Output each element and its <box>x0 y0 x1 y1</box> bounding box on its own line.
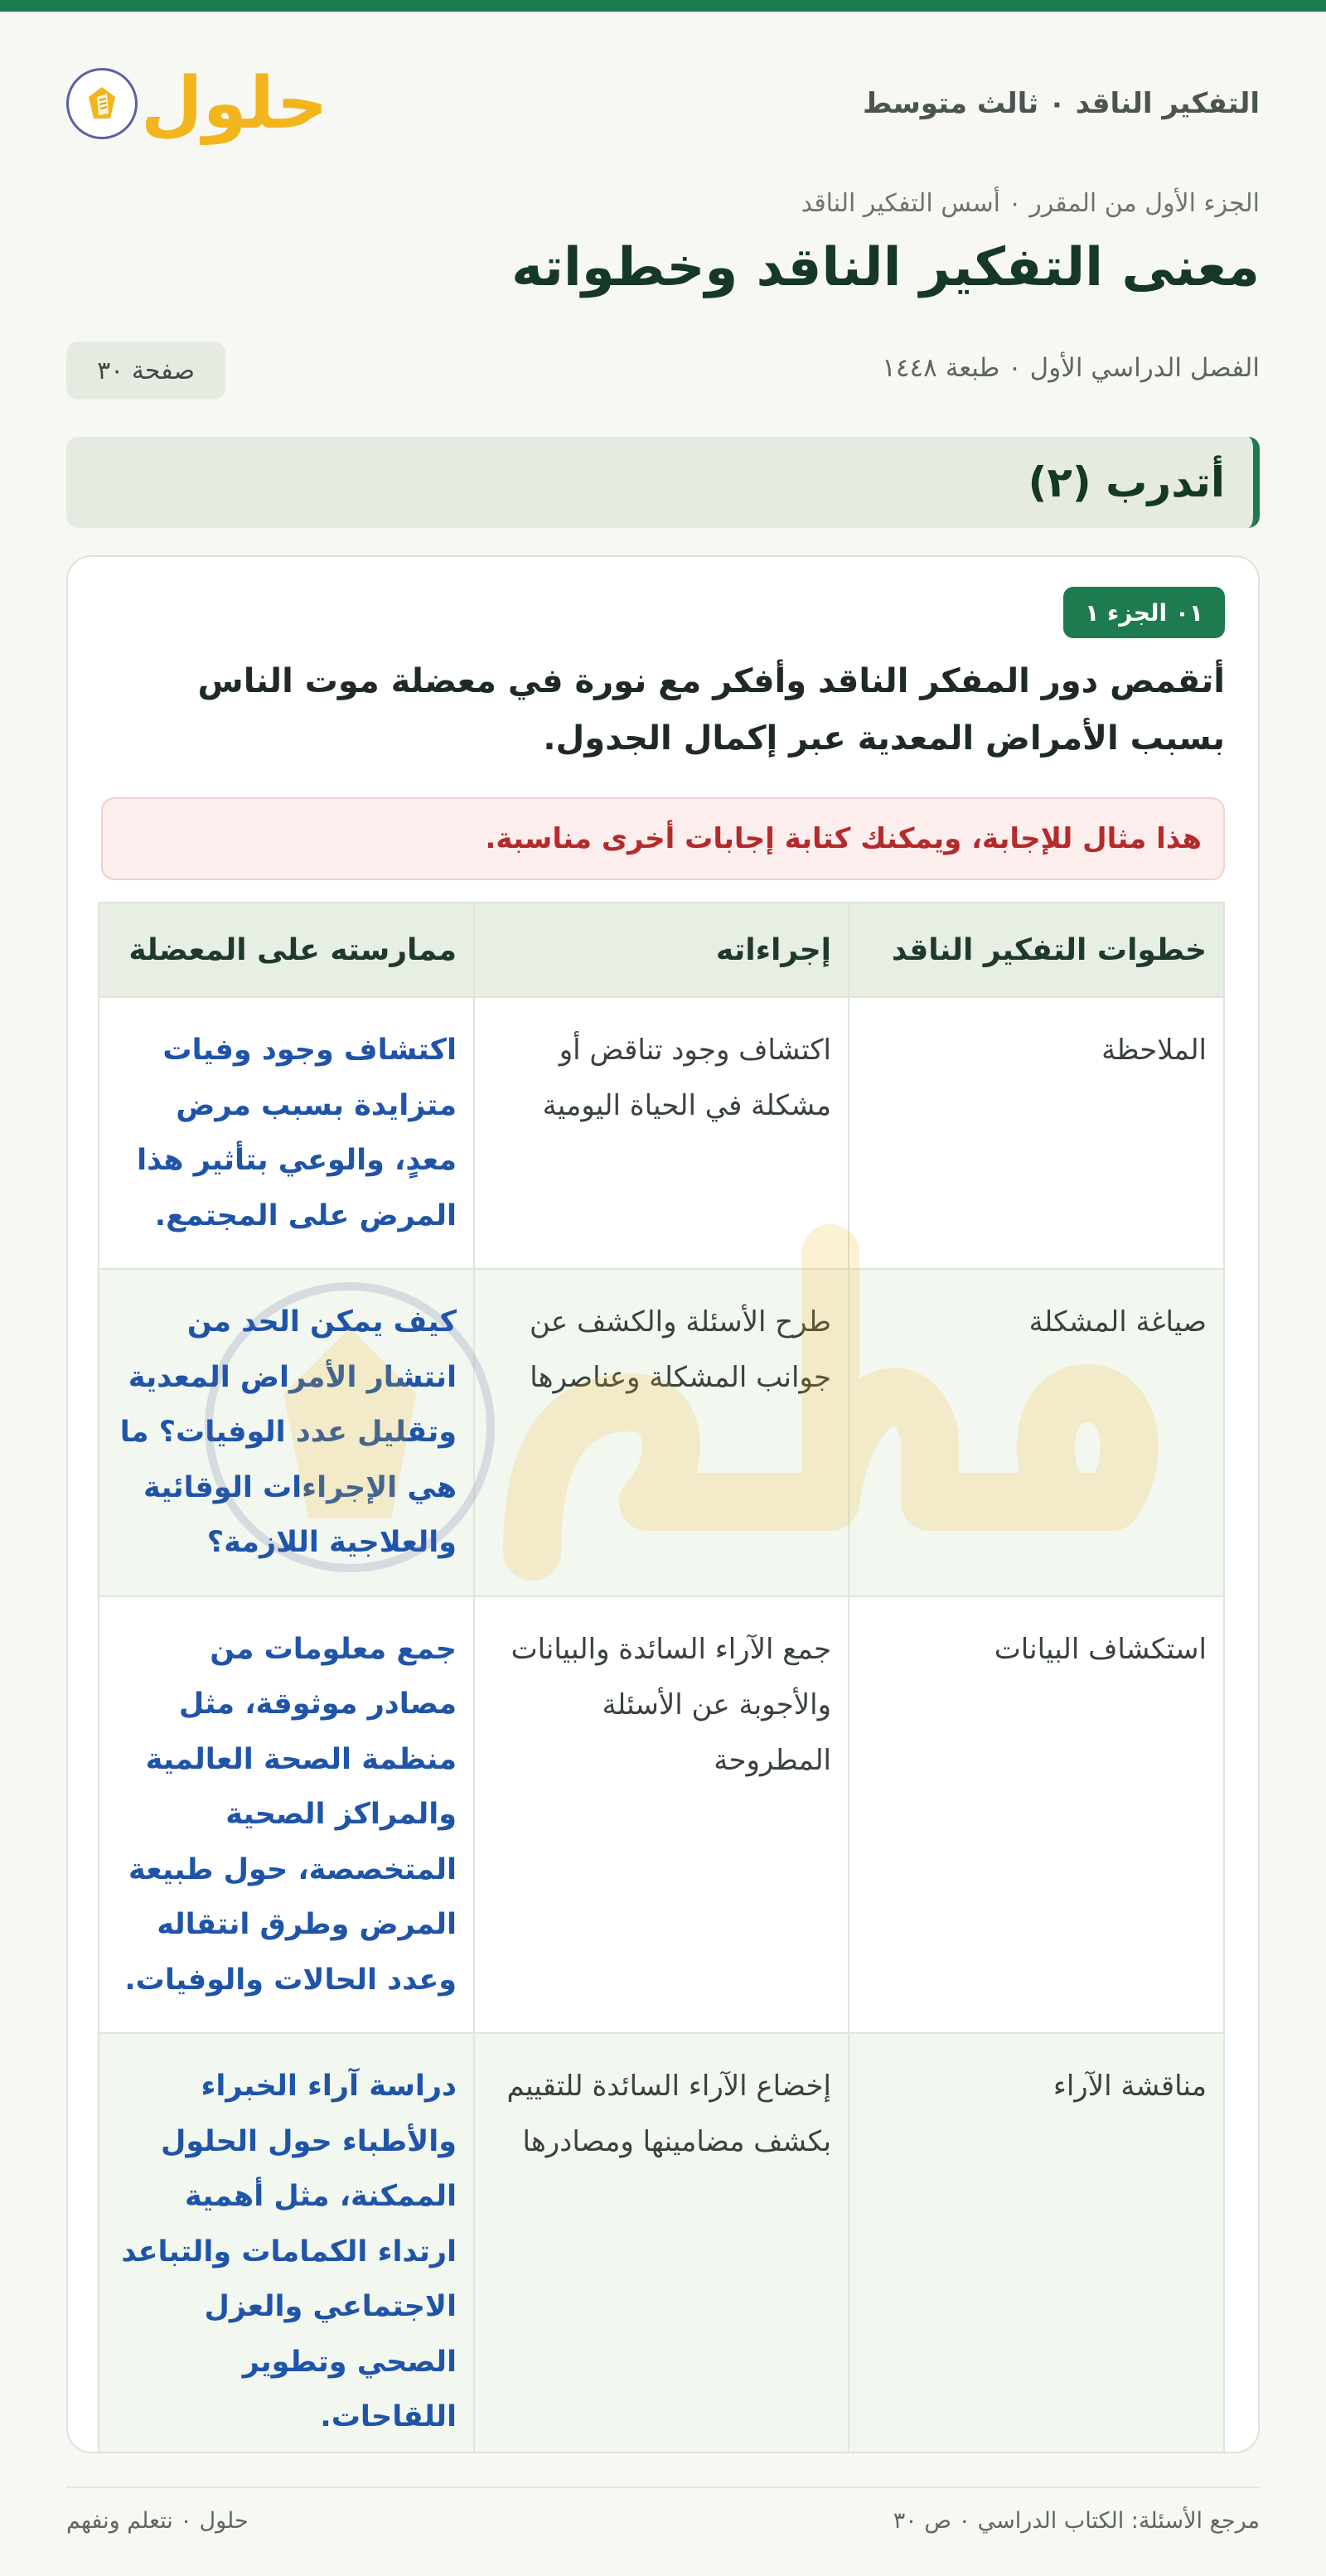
page-footer <box>66 2508 1260 2534</box>
header-practice: ممارسته على المعضلة <box>99 903 474 997</box>
section-title: أتدرب (٢) <box>1028 458 1225 506</box>
step-cell: مناقشة الآراء <box>849 2033 1224 2453</box>
practice-answer-cell: اكتشاف وجود وفيات متزايدة بسبب مرض معدٍ، والوعي بتأثير هذا المرض على المجتمع. <box>99 997 474 1269</box>
question-text: أتقمص دور المفكر الناقد وأفكر مع نورة في معضلة موت الناس بسبب الأمراض المعدية عبر إكمال الجدول. <box>197 662 1225 758</box>
section-header <box>66 437 1260 528</box>
step-cell: صياغة المشكلة <box>849 1269 1224 1596</box>
step-cell: الملاحظة <box>849 997 1224 1269</box>
step-cell: استكشاف البيانات <box>849 1596 1224 2034</box>
page-title: معنى التفكير الناقد وخطواته <box>511 237 1260 298</box>
critical-thinking-table <box>98 902 1225 2453</box>
footer-reference: مرجع الأسئلة: الكتاب الدراسي ٠ ص ٣٠ <box>893 2508 1260 2534</box>
breadcrumb: الجزء الأول من المقرر ٠ أسس التفكير الناقد <box>801 189 1260 218</box>
table-row <box>99 1269 1224 1596</box>
answer-note-text: هذا مثال للإجابة، ويمكنك كتابة إجابات أخرى مناسبة. <box>485 822 1202 855</box>
practice-answer-cell: دراسة آراء الخبراء والأطباء حول الحلول الممكنة، مثل أهمية ارتداء الكمامات والتباعد الاجتماعي والعزل الصحي وتطوير اللقاحات. <box>99 2033 474 2453</box>
practice-answer-cell: كيف يمكن الحد من انتشار الأمراض المعدية وتقليل عدد الوفيات؟ ما هي الإجراءات الوقائية والعلاجية اللازمة؟ <box>99 1269 474 1596</box>
exercise-card <box>66 555 1260 2453</box>
book-seal-icon <box>66 68 138 139</box>
header-steps: خطوات التفكير الناقد <box>849 903 1224 997</box>
footer-divider <box>66 2486 1260 2488</box>
practice-answer-cell: جمع معلومات من مصادر موثوقة، مثل منظمة الصحة العالمية والمراكز الصحية المتخصصة، حول طبيعة المرض وطرق انتقاله وعدد الحالات والوفيات. <box>99 1596 474 2034</box>
answer-note <box>101 797 1225 880</box>
page-number-badge: صفحة ٣٠ <box>66 341 225 399</box>
procedure-cell: اكتشاف وجود تناقض أو مشكلة في الحياة اليومية <box>474 997 849 1269</box>
brand-logo[interactable] <box>66 62 328 145</box>
top-accent-bar <box>0 0 1326 12</box>
procedure-cell: إخضاع الآراء السائدة للتقييم بكشف مضامينها ومصادرها <box>474 2033 849 2453</box>
part-badge: ٠١ الجزء ١ <box>1063 587 1225 638</box>
logo-wordmark: حلول <box>141 62 328 145</box>
procedure-cell: جمع الآراء السائدة والبيانات والأجوبة عن الأسئلة المطروحة <box>474 1596 849 2034</box>
footer-brand: حلول ٠ نتعلم ونفهم <box>66 2508 249 2534</box>
table-row <box>99 1596 1224 2034</box>
edition-meta: الفصل الدراسي الأول ٠ طبعة ١٤٤٨ <box>882 353 1260 383</box>
table-row <box>99 2033 1224 2453</box>
header-procedures: إجراءاته <box>474 903 849 997</box>
table-row <box>99 997 1224 1269</box>
procedure-cell: طرح الأسئلة والكشف عن جوانب المشكلة وعناصرها <box>474 1269 849 1596</box>
page-header <box>66 58 1260 149</box>
subject-label: التفكير الناقد ٠ ثالث متوسط <box>862 87 1260 120</box>
table-header-row <box>99 903 1224 997</box>
